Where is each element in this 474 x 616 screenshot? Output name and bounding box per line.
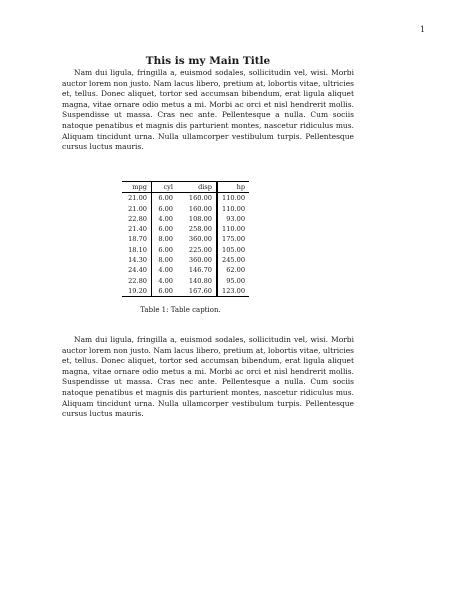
table-cell: 62.00 bbox=[217, 265, 249, 275]
table-cell: 160.00 bbox=[188, 204, 212, 213]
table-body bbox=[122, 193, 249, 297]
table-cell: 6.00 bbox=[152, 245, 178, 255]
body-paragraph-1: Nam dui ligula, fringilla a, euismod sodales, sollicitudin vel, wisi. Morbi auctor lorem non justo. Nam lacus libero, pretium at, lobortis vitae, ultricies et, tellus. Donec aliquet, tortor sed accumsan bibendum, erat ligula aliquet magna, vitae ornare odio metus a mi. Morbi ac orci et nisl hendrerit mollis. Suspendisse ut massa. Cras nec ante. Pellentesque a nulla. Cum sociis natoque penatibus et magnis dis parturient montes, nascetur ridiculus mus. Aliquam tincidunt urna. Nulla ullamcorper vestibulum turpis. Pellentesque cursus luctus mauris. bbox=[62, 68, 354, 152]
table-cell: 6.00 bbox=[152, 204, 178, 214]
table-row bbox=[122, 265, 249, 275]
table-cell: 21.40 bbox=[128, 225, 147, 234]
table-cell: 123.00 bbox=[217, 286, 249, 297]
table-cell: 110.00 bbox=[217, 224, 249, 234]
column-header: hp bbox=[217, 182, 249, 193]
table-cell: 160.00 bbox=[188, 194, 212, 203]
table-row bbox=[122, 255, 249, 265]
table-cell: 140.80 bbox=[188, 276, 212, 285]
table-cell: 22.80 bbox=[128, 276, 147, 285]
table-cell: 8.00 bbox=[152, 255, 178, 265]
page-number: 1 bbox=[420, 25, 426, 34]
table-cell: 167.60 bbox=[177, 286, 217, 297]
table-row bbox=[122, 286, 249, 297]
column-header: mpg bbox=[122, 182, 152, 193]
table-cell: 110.00 bbox=[217, 193, 249, 204]
data-table bbox=[122, 181, 249, 297]
table-cell: 105.00 bbox=[217, 245, 249, 255]
body-paragraph-2: Nam dui ligula, fringilla a, euismod sodales, sollicitudin vel, wisi. Morbi auctor lorem non justo. Nam lacus libero, pretium at, lobortis vitae, ultricies et, tellus. Donec aliquet, tortor sed accumsan bibendum, erat ligula aliquet magna, vitae ornare odio metus a mi. Morbi ac orci et nisl hendrerit mollis. Suspendisse ut massa. Cras nec ante. Pellentesque a nulla. Cum sociis natoque penatibus et magnis dis parturient montes, nascetur ridiculus mus. Aliquam tincidunt urna. Nulla ullamcorper vestibulum turpis. Pellentesque cursus luctus mauris. bbox=[62, 335, 354, 419]
table-cell: 18.70 bbox=[128, 235, 147, 244]
table-cell: 108.00 bbox=[188, 214, 212, 223]
table-cell: 24.40 bbox=[128, 266, 147, 275]
table-cell: 95.00 bbox=[217, 276, 249, 286]
column-header: disp bbox=[177, 182, 217, 193]
table-cell: 21.00 bbox=[128, 204, 147, 213]
table-cell: 245.00 bbox=[217, 255, 249, 265]
table-cell: 360.00 bbox=[188, 256, 212, 265]
table-cell: 19.20 bbox=[122, 286, 152, 297]
table-cell: 360.00 bbox=[188, 235, 212, 244]
table-cell: 175.00 bbox=[217, 234, 249, 244]
table-cell: 4.00 bbox=[152, 276, 178, 286]
table-cell: 225.00 bbox=[188, 245, 212, 254]
table-row bbox=[122, 234, 249, 244]
table-cell: 110.00 bbox=[217, 204, 249, 214]
table-cell: 22.80 bbox=[128, 214, 147, 223]
table-cell: 4.00 bbox=[152, 265, 178, 275]
table-header-row bbox=[122, 182, 249, 193]
table-cell: 93.00 bbox=[217, 214, 249, 224]
table-cell: 18.10 bbox=[128, 245, 147, 254]
table-cell: 21.00 bbox=[128, 194, 147, 203]
column-header: cyl bbox=[152, 182, 178, 193]
table-row bbox=[122, 204, 249, 214]
table-row bbox=[122, 276, 249, 286]
main-title: This is my Main Title bbox=[145, 55, 271, 67]
table-cell: 14.30 bbox=[128, 256, 147, 265]
table-cell: 6.00 bbox=[152, 286, 178, 297]
table-row bbox=[122, 245, 249, 255]
table-cell: 8.00 bbox=[152, 234, 178, 244]
table-cell: 4.00 bbox=[152, 214, 178, 224]
table-caption: Table 1: Table caption. bbox=[140, 306, 221, 314]
table-row bbox=[122, 193, 249, 204]
table-cell: 258.00 bbox=[188, 225, 212, 234]
table-cell: 146.70 bbox=[188, 266, 212, 275]
table-cell: 6.00 bbox=[152, 224, 178, 234]
table-row bbox=[122, 214, 249, 224]
table-cell: 6.00 bbox=[152, 193, 178, 204]
table-row bbox=[122, 224, 249, 234]
